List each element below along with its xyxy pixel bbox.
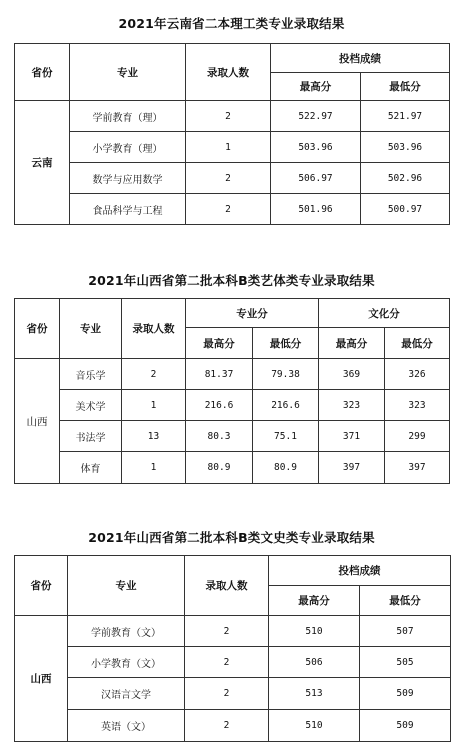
table1-province: 云南 [15,101,70,225]
cul-max-cell: 369 [319,359,385,390]
admitted-cell: 1 [122,390,186,421]
table1-header-max: 最高分 [271,73,361,101]
pro-min-cell: 75.1 [253,421,319,452]
max-cell: 510 [269,616,360,647]
pro-max-cell: 81.37 [186,359,253,390]
major-cell: 书法学 [60,421,122,452]
admitted-cell: 1 [186,132,271,163]
major-cell: 音乐学 [60,359,122,390]
table-row [15,163,450,194]
table3-title: 2021年山西省第二批本科B类文史类专业录取结果 [88,530,375,545]
table-row [15,390,450,421]
table-row [15,647,451,678]
table2-header-min: 最低分 [253,328,319,359]
table2-header-province: 省份 [15,299,60,359]
pro-max-cell: 80.3 [186,421,253,452]
table2-header-min: 最低分 [385,328,450,359]
max-cell: 503.96 [271,132,361,163]
cul-max-cell: 371 [319,421,385,452]
pro-min-cell: 216.6 [253,390,319,421]
table1-header-group: 投档成绩 [271,44,450,73]
table2 [14,298,450,484]
table2-header-group1: 专业分 [186,299,319,328]
cul-max-cell: 397 [319,452,385,484]
min-cell: 509 [360,678,451,710]
admitted-cell: 2 [185,678,269,710]
table1-header-major: 专业 [70,44,186,101]
table1-header-min: 最低分 [361,73,450,101]
major-cell: 美术学 [60,390,122,421]
min-cell: 502.96 [361,163,450,194]
max-cell: 522.97 [271,101,361,132]
table2-province: 山西 [15,359,60,484]
table3-header-max: 最高分 [269,586,360,616]
pro-min-cell: 79.38 [253,359,319,390]
max-cell: 506.97 [271,163,361,194]
cul-min-cell: 397 [385,452,450,484]
table3-header-admitted: 录取人数 [185,556,269,616]
cul-max-cell: 323 [319,390,385,421]
cul-min-cell: 326 [385,359,450,390]
table1-title: 2021年云南省二本理工类专业录取结果 [118,16,345,31]
major-cell: 英语（文） [68,710,185,742]
major-cell: 学前教育（理） [70,101,186,132]
table2-title: 2021年山西省第二批本科B类艺体类专业录取结果 [88,273,375,288]
admitted-cell: 13 [122,421,186,452]
max-cell: 513 [269,678,360,710]
table2-header-max: 最高分 [319,328,385,359]
table-row [15,452,450,484]
table-row [15,101,450,132]
min-cell: 505 [360,647,451,678]
table2-header-admitted: 录取人数 [122,299,186,359]
table3-header-min: 最低分 [360,586,451,616]
min-cell: 509 [360,710,451,742]
pro-min-cell: 80.9 [253,452,319,484]
table3 [14,555,451,742]
table3-header-province: 省份 [15,556,68,616]
pro-max-cell: 80.9 [186,452,253,484]
table2-header-group2: 文化分 [319,299,450,328]
table3-header-group: 投档成绩 [269,556,451,586]
table1 [14,43,450,225]
admitted-cell: 2 [185,710,269,742]
admitted-cell: 2 [186,194,271,225]
min-cell: 500.97 [361,194,450,225]
major-cell: 小学教育（理） [70,132,186,163]
admitted-cell: 2 [122,359,186,390]
pro-max-cell: 216.6 [186,390,253,421]
cul-min-cell: 299 [385,421,450,452]
table1-header-province: 省份 [15,44,70,101]
table2-section [0,271,463,291]
table-row [15,710,451,742]
table-row [15,678,451,710]
major-cell: 小学教育（文） [68,647,185,678]
table3-header-major: 专业 [68,556,185,616]
table1-header-admitted: 录取人数 [186,44,271,101]
table2-header-max: 最高分 [186,328,253,359]
table-row [15,359,450,390]
table-row [15,616,451,647]
table3-section [0,528,463,548]
major-cell: 汉语言文学 [68,678,185,710]
min-cell: 503.96 [361,132,450,163]
table3-province: 山西 [15,616,68,742]
major-cell: 体育 [60,452,122,484]
major-cell: 学前教育（文） [68,616,185,647]
table1-section [0,14,463,34]
major-cell: 食品科学与工程 [70,194,186,225]
table2-header-major: 专业 [60,299,122,359]
admitted-cell: 2 [186,101,271,132]
major-cell: 数学与应用数学 [70,163,186,194]
admitted-cell: 2 [185,616,269,647]
table-row [15,194,450,225]
table-row [15,132,450,163]
admitted-cell: 2 [186,163,271,194]
min-cell: 507 [360,616,451,647]
admitted-cell: 1 [122,452,186,484]
max-cell: 510 [269,710,360,742]
admitted-cell: 2 [185,647,269,678]
table-row [15,421,450,452]
max-cell: 501.96 [271,194,361,225]
max-cell: 506 [269,647,360,678]
min-cell: 521.97 [361,101,450,132]
cul-min-cell: 323 [385,390,450,421]
